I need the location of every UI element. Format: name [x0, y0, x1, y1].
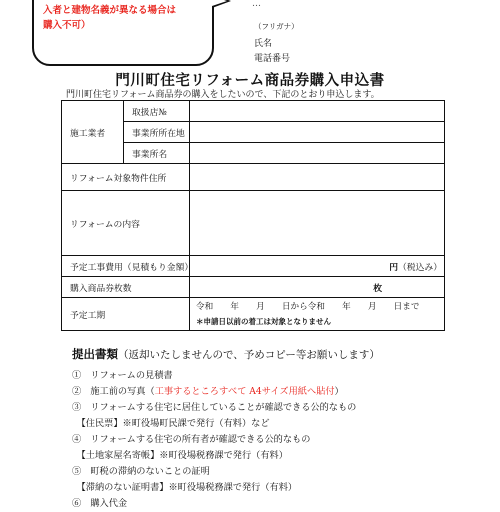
document-title: 門川町住宅リフォーム商品券購入申込書 — [115, 73, 385, 89]
tax-included-note: （税込み） — [398, 262, 442, 273]
business-address-label: 事業所所在地 — [124, 122, 190, 143]
estimated-cost-field[interactable] — [190, 256, 445, 277]
doc-item-4: ④ リフォームする住宅の所有者が確認できる公的なもの — [72, 434, 311, 445]
schedule-note: ＊申請日以前の着工は対象となりません — [196, 317, 331, 326]
row-dealer-no — [62, 101, 445, 122]
documents-section — [72, 346, 492, 512]
documents-heading — [72, 346, 492, 362]
voucher-count-field[interactable] — [190, 277, 445, 298]
furigana-label: （フリガナ） — [254, 22, 299, 31]
bubble-line-2: 入者と建物名義が異なる場合は — [43, 5, 177, 16]
row-estimated-cost — [62, 256, 445, 277]
dealer-no-label: 取扱店№ — [124, 101, 190, 122]
doc-item-2: ② 施工前の写真（工事するところすべて A4サイズ用紙へ貼付） — [72, 386, 344, 397]
row-property-address — [62, 164, 445, 191]
property-address-label: リフォーム対象物件住所 — [62, 164, 190, 191]
doc-item-1: ① リフォームの見積書 — [72, 370, 173, 381]
business-address-field[interactable] — [190, 122, 445, 143]
phone-number-label: 電話番号 — [254, 54, 291, 64]
row-schedule — [62, 298, 445, 331]
intro-text: 門川町住宅リフォーム商品券の購入をしたいので、下記のとおり申込します。 — [66, 90, 380, 100]
sheets-unit: 枚 — [373, 283, 382, 294]
schedule-field[interactable] — [190, 298, 445, 331]
doc-item-5-detail: 【滞納のない証明書】※町役場税務課で発行（有料） — [72, 482, 298, 493]
yen-unit: 円 — [389, 262, 398, 273]
business-name-label: 事業所名 — [124, 143, 190, 164]
row-reform-content — [62, 191, 445, 256]
bubble-line-3: 購入不可） — [43, 20, 91, 31]
schedule-label: 予定工期 — [62, 298, 190, 331]
speech-bubble-note — [32, 0, 214, 66]
application-form-table — [61, 100, 445, 331]
row-voucher-count — [62, 277, 445, 298]
reform-content-label: リフォームの内容 — [62, 191, 190, 256]
applicant-name-label: 氏名 — [254, 39, 273, 49]
doc-item-3: ③ リフォームする住宅に居住していることが確認できる公的なもの — [72, 402, 357, 413]
doc-item-2-red-note: 工事するところすべて A4サイズ用紙へ貼付 — [154, 386, 335, 397]
contractor-label: 施工業者 — [62, 101, 124, 164]
doc-item-4-detail: 【土地家屋名寄帳】※町役場税務課で発行（有料） — [72, 450, 288, 461]
doc-item-5: ⑤ 町税の滞納のないことの証明 — [72, 466, 210, 477]
doc-item-6: ⑥ 購入代金 — [72, 498, 128, 509]
voucher-count-label: 購入商品券枚数 — [62, 277, 190, 298]
doc-item-3-detail: 【住民票】※町役場町民課で発行（有料）など — [72, 418, 270, 429]
dealer-no-field[interactable] — [190, 101, 445, 122]
property-address-field[interactable] — [190, 164, 445, 191]
business-name-field[interactable] — [190, 143, 445, 164]
header-cutoff-text: … — [252, 0, 261, 9]
estimated-cost-label: 予定工事費用（見積もり金額） — [62, 256, 190, 277]
reform-content-field[interactable] — [190, 191, 445, 256]
documents-heading-note: （返却いたしませんので、予めコピー等お願いします） — [118, 349, 380, 361]
schedule-dates: 令和 年 月 日から令和 年 月 日まで — [196, 302, 420, 312]
documents-heading-bold: 提出書類 — [72, 347, 118, 361]
